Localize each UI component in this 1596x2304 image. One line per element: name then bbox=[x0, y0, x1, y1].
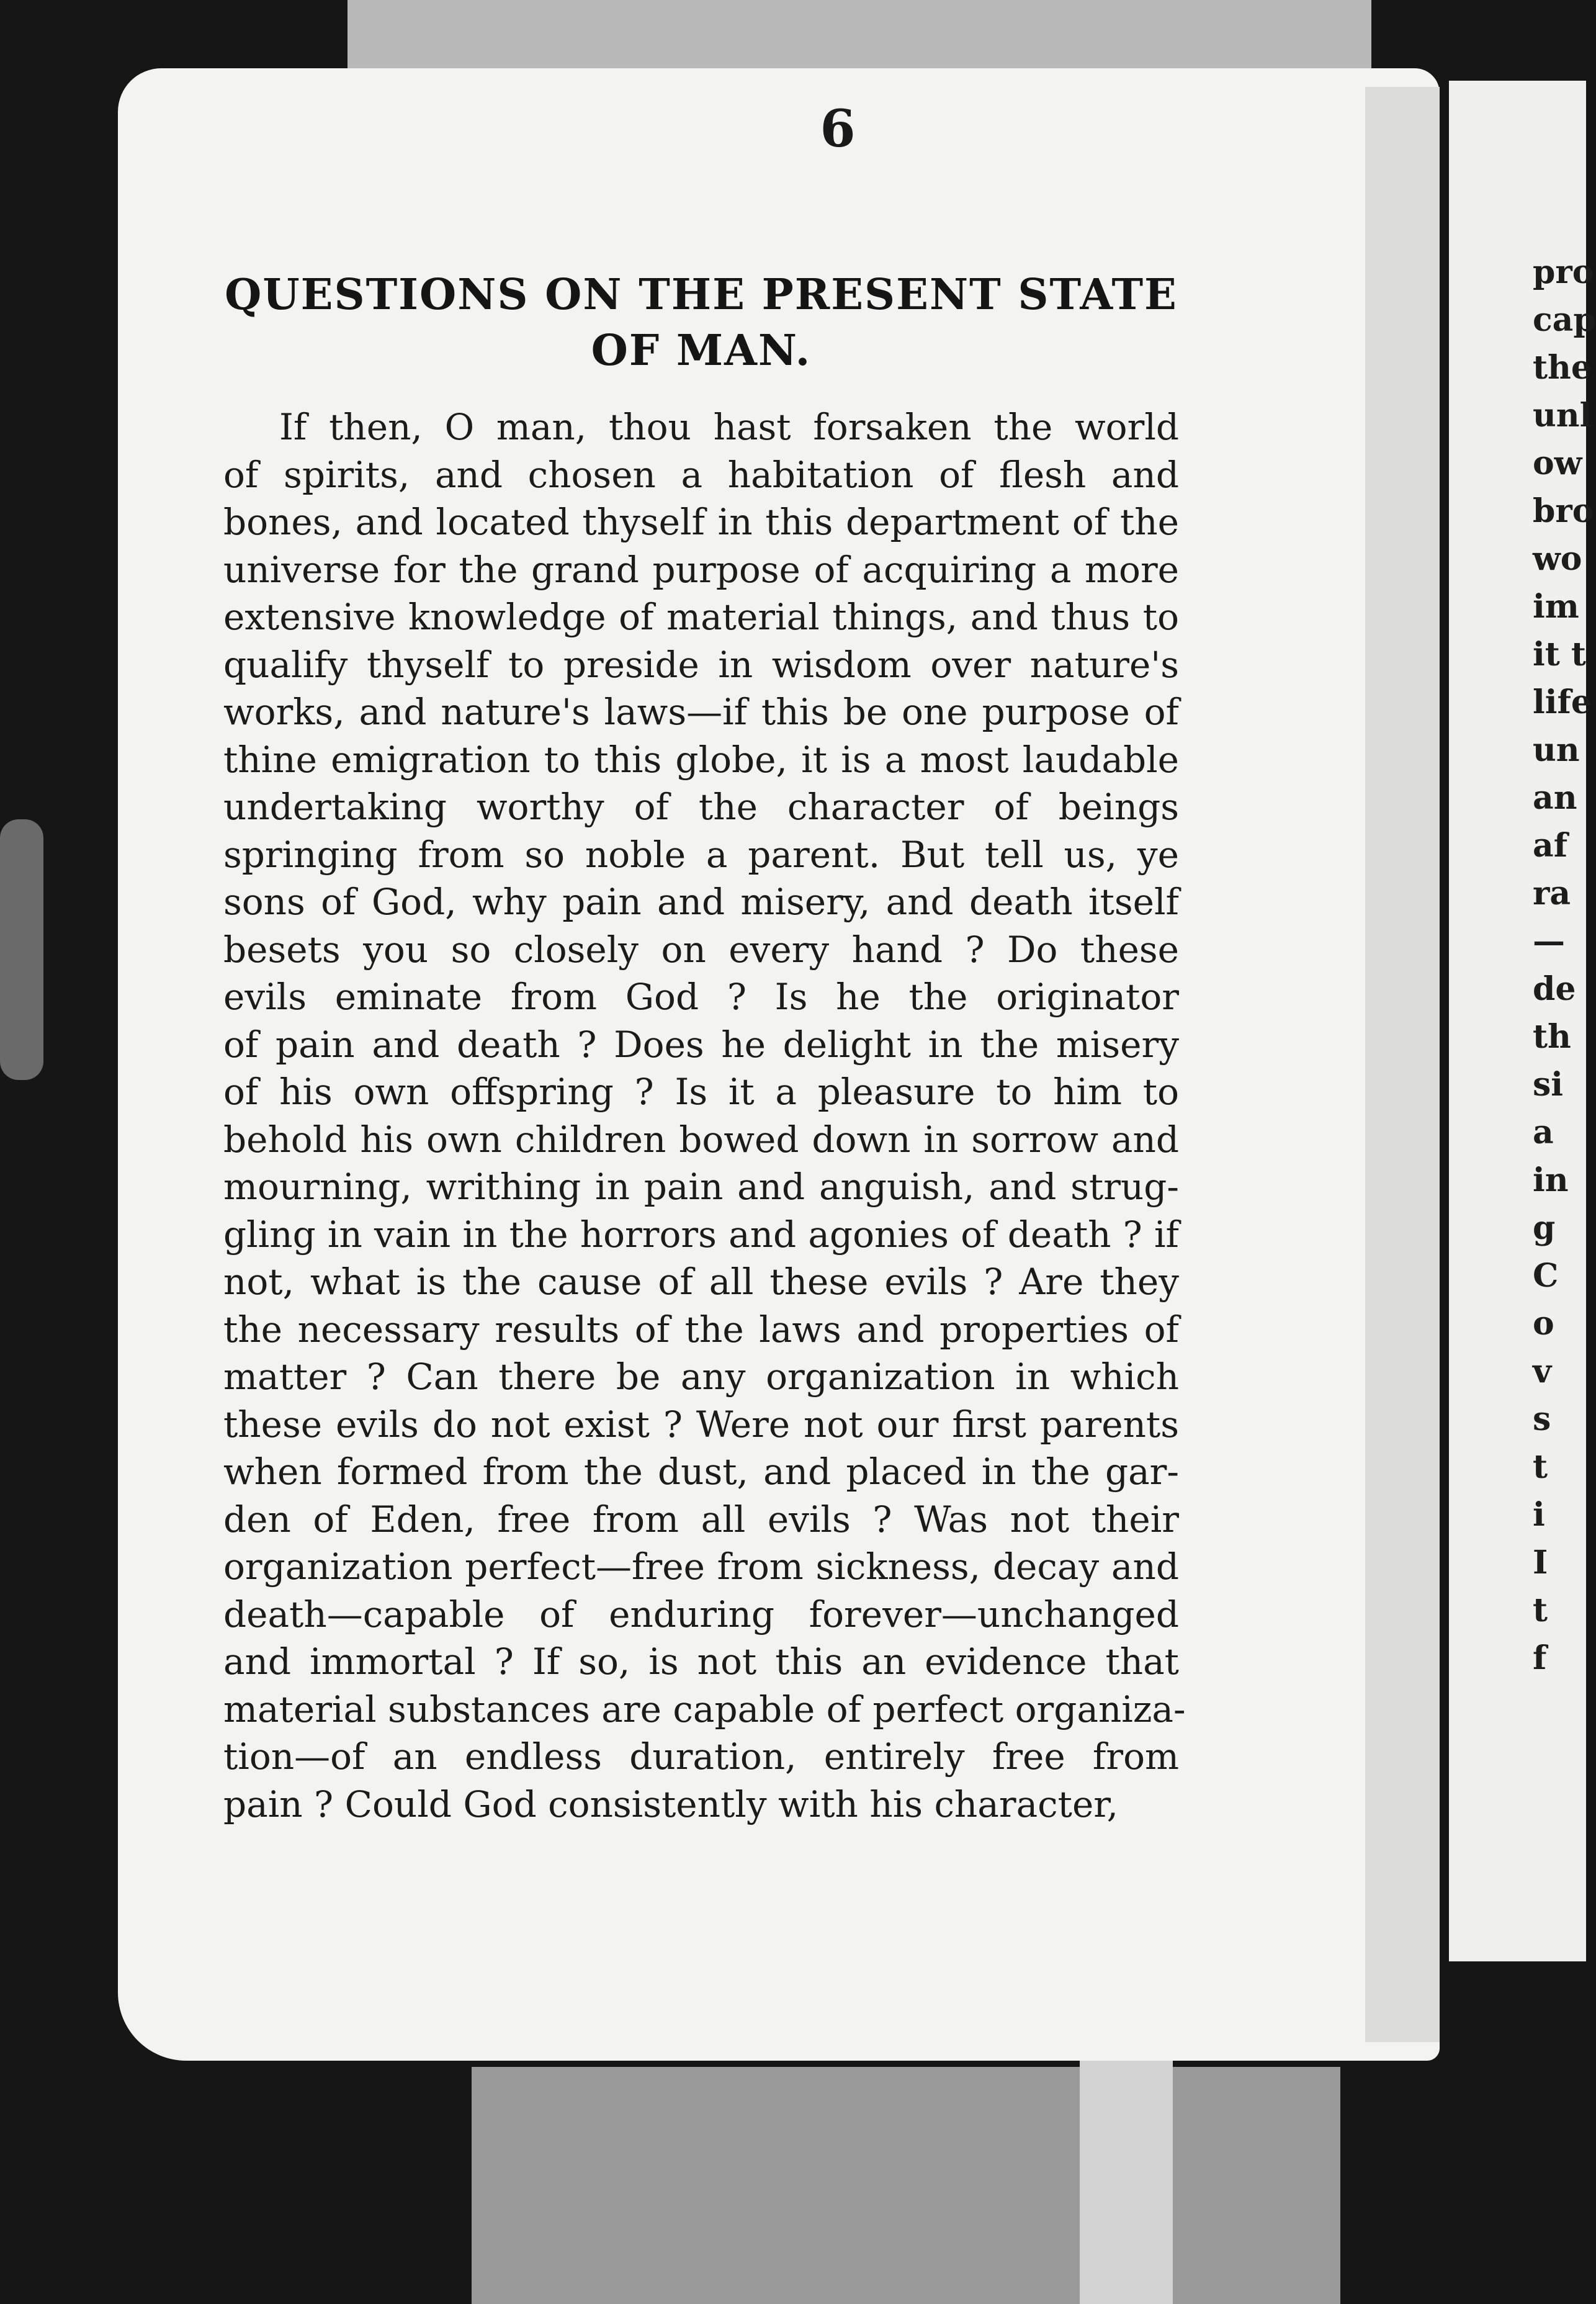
text-line: these evils do not exist ? Were not our first parents bbox=[223, 1403, 1179, 1446]
adjacent-fragment: de bbox=[1533, 970, 1576, 1008]
text-line: universe for the grand purpose of acquiring a more bbox=[223, 548, 1179, 591]
text-line: thine emigration to this globe, it is a most laudable bbox=[223, 738, 1179, 781]
body-text bbox=[223, 403, 1186, 1828]
text-line: evils eminate from God ? Is he the originator bbox=[223, 976, 1179, 1018]
adjacent-fragment: o bbox=[1533, 1305, 1554, 1343]
adjacent-fragment: si bbox=[1533, 1066, 1564, 1104]
text-line: tion—of an endless duration, entirely free from bbox=[223, 1735, 1179, 1778]
heading-line-1: QUESTIONS ON THE PRESENT STATE bbox=[225, 270, 1178, 320]
text-line: the necessary results of the laws and properties of bbox=[223, 1308, 1179, 1351]
adjacent-fragment: v bbox=[1533, 1352, 1552, 1390]
adjacent-fragment: bro bbox=[1533, 492, 1594, 530]
background-top bbox=[347, 0, 1371, 74]
text-line: den of Eden, free from all evils ? Was not their bbox=[223, 1498, 1179, 1541]
page-gutter-shadow bbox=[1365, 87, 1440, 2042]
background-bottom bbox=[472, 2067, 1340, 2304]
adjacent-fragment: pro bbox=[1533, 253, 1594, 291]
adjacent-fragment: I bbox=[1533, 1544, 1548, 1582]
text-line: bones, and located thyself in this department of the bbox=[223, 501, 1179, 543]
text-line: material substances are capable of perfect organiza- bbox=[223, 1688, 1186, 1730]
adjacent-fragment: im bbox=[1533, 588, 1579, 626]
text-line: and immortal ? If so, is not this an evidence that bbox=[223, 1640, 1179, 1683]
heading-line-2: OF MAN. bbox=[591, 326, 812, 376]
adjacent-fragment: C bbox=[1533, 1257, 1559, 1295]
adjacent-fragment: th bbox=[1533, 1018, 1571, 1056]
background-glow bbox=[0, 819, 43, 1080]
text-line: of spirits, and chosen a habitation of flesh and bbox=[223, 453, 1179, 496]
adjacent-fragment: cap bbox=[1533, 301, 1596, 339]
text-line: If then, O man, thou hast forsaken the world bbox=[279, 406, 1179, 448]
text-line: sons of God, why pain and misery, and death itself bbox=[223, 881, 1179, 923]
text-line: besets you so closely on every hand ? Do these bbox=[223, 928, 1179, 971]
text-line: matter ? Can there be any organization in which bbox=[223, 1356, 1179, 1398]
adjacent-fragment: i bbox=[1533, 1496, 1545, 1534]
text-line: qualify thyself to preside in wisdom over nature's bbox=[223, 643, 1179, 686]
text-line: of pain and death ? Does he delight in the misery bbox=[223, 1023, 1179, 1066]
adjacent-fragment: ra bbox=[1533, 875, 1571, 912]
text-line: of his own offspring ? Is it a pleasure to him to bbox=[223, 1071, 1179, 1113]
text-line: pain ? Could God consistently with his character, bbox=[223, 1783, 1119, 1825]
adjacent-fragment: unl bbox=[1533, 397, 1592, 434]
adjacent-fragment: g bbox=[1533, 1209, 1556, 1247]
adjacent-fragment: s bbox=[1533, 1400, 1551, 1438]
adjacent-fragment: t bbox=[1533, 1448, 1548, 1486]
adjacent-fragment: it t bbox=[1533, 636, 1586, 673]
adjacent-fragment: a bbox=[1533, 1114, 1554, 1151]
text-line: not, what is the cause of all these evils ? Are they bbox=[223, 1261, 1179, 1303]
adjacent-fragment: f bbox=[1533, 1639, 1547, 1677]
text-line: gling in vain in the horrors and agonies of death ? if bbox=[223, 1213, 1179, 1256]
text-line: undertaking worthy of the character of beings bbox=[223, 786, 1179, 828]
adjacent-fragment: t bbox=[1533, 1591, 1548, 1629]
text-line: springing from so noble a parent. But tell us, ye bbox=[223, 833, 1179, 876]
adjacent-fragment: — bbox=[1533, 922, 1565, 960]
adjacent-fragment: the bbox=[1533, 349, 1592, 387]
adjacent-fragment: af bbox=[1533, 827, 1568, 865]
chapter-heading bbox=[223, 267, 1179, 379]
text-line: behold his own children bowed down in sorrow and bbox=[223, 1118, 1179, 1161]
adjacent-fragment: un bbox=[1533, 731, 1580, 769]
adjacent-fragment: wo bbox=[1533, 540, 1582, 578]
text-line: organization perfect—free from sickness, decay and bbox=[223, 1546, 1179, 1588]
adjacent-fragment: an bbox=[1533, 779, 1577, 817]
page-number: 6 bbox=[820, 99, 856, 159]
text-line: extensive knowledge of material things, and thus to bbox=[223, 596, 1179, 638]
text-line: when formed from the dust, and placed in the gar- bbox=[223, 1451, 1179, 1493]
background-strip bbox=[1080, 2048, 1173, 2304]
adjacent-fragment: life bbox=[1533, 683, 1592, 721]
text-line: works, and nature's laws—if this be one purpose of bbox=[223, 691, 1179, 733]
adjacent-fragment: in bbox=[1533, 1161, 1569, 1199]
text-line: death—capable of enduring forever—unchanged bbox=[223, 1593, 1179, 1636]
adjacent-page-text bbox=[1533, 248, 1596, 1682]
adjacent-fragment: ow bbox=[1533, 444, 1582, 482]
text-line: mourning, writhing in pain and anguish, and strug- bbox=[223, 1166, 1179, 1208]
